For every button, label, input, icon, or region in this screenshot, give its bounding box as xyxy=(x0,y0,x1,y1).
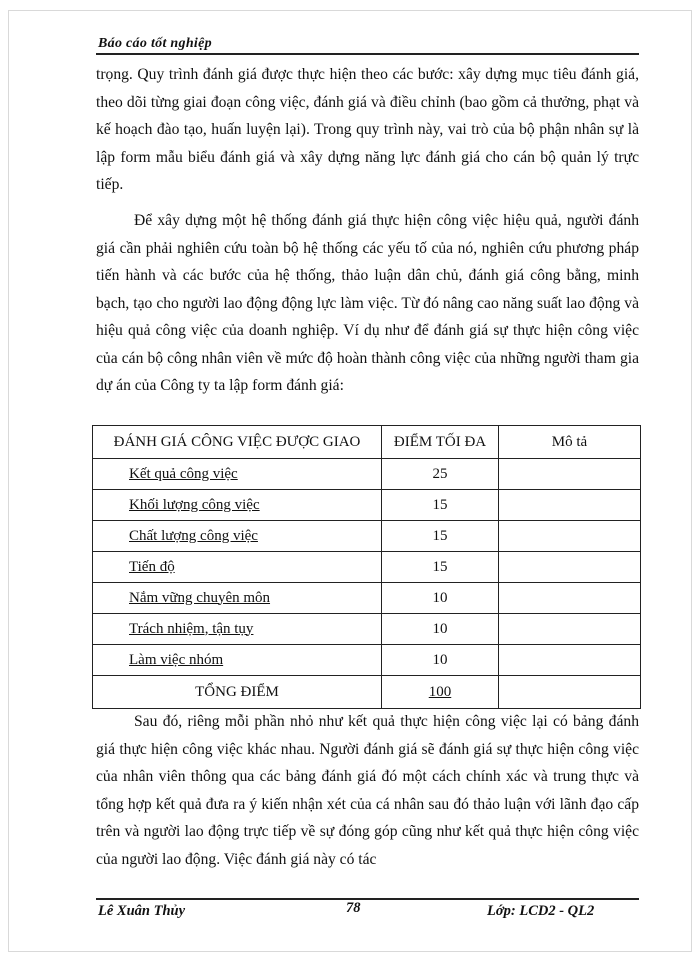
score-cell: 25 xyxy=(382,459,499,490)
total-description-cell xyxy=(499,676,641,709)
table-header-row xyxy=(93,426,641,459)
description-cell xyxy=(499,645,641,676)
criteria-cell: Tiến độ xyxy=(93,552,382,583)
criteria-cell: Làm việc nhóm xyxy=(93,645,382,676)
description-cell xyxy=(499,614,641,645)
criteria-cell: Kết quả công việc xyxy=(93,459,382,490)
table-total-row xyxy=(93,676,641,709)
table-row xyxy=(93,614,641,645)
score-cell: 10 xyxy=(382,583,499,614)
header-criteria: ĐÁNH GIÁ CÔNG VIỆC ĐƯỢC GIAO xyxy=(93,426,382,459)
total-label: TỔNG ĐIỂM xyxy=(93,676,382,709)
evaluation-table xyxy=(92,425,641,709)
criteria-cell: Trách nhiệm, tận tụy xyxy=(93,614,382,645)
page-number: 78 xyxy=(346,900,361,916)
criteria-cell: Nắm vững chuyên môn xyxy=(93,583,382,614)
paragraph-3: Sau đó, riêng mỗi phần nhỏ như kết quả thực hiện công việc lại có bảng đánh giá thực hiện công việc khác nhau. Người đánh giá sẽ đánh giá sự thực hiện công việc của nhân viên thông qua các bảng đánh giá đó một cách chính xác và trung thực và tổng hợp kết quả đưa ra ý kiến nhận xét của cá nhân sau đó thảo luận với lãnh đạo cấp trên và người lao động trực tiếp về sự đóng góp cũng như kết quả thực hiện công việc của người lao động. Việc đánh giá này có tác xyxy=(96,713,639,868)
table-row xyxy=(93,552,641,583)
footer-author: Lê Xuân Thủy xyxy=(98,903,186,919)
header-rule xyxy=(96,53,639,55)
score-cell: 10 xyxy=(382,645,499,676)
score-cell: 10 xyxy=(382,614,499,645)
paragraph-1: trọng. Quy trình đánh giá được thực hiện theo các bước: xây dựng mục tiêu đánh giá, theo dõi từng giai đoạn công việc, đánh giá và điều chỉnh (bao gồm cả thưởng, phạt và kế hoạch đào tạo, huấn luyện lại). Trong quy trình này, vai trò của bộ phận nhân sự là lập form mẫu biểu đánh giá và xây dựng năng lực đánh giá cho cán bộ quản lý trực tiếp. xyxy=(96,66,639,193)
header-title: Báo cáo tốt nghiệp xyxy=(98,36,212,51)
description-cell xyxy=(499,552,641,583)
paragraph-2: Để xây dựng một hệ thống đánh giá thực hiện công việc hiệu quả, người đánh giá cần phải nghiên cứu toàn bộ hệ thống các yếu tố của nó, nghiên cứu phương pháp tiến hành và các bước của hệ thống, thảo luận dân chủ, đánh giá công bằng, minh bạch, tạo cho người lao động động lực làm việc. Từ đó nâng cao năng suất lao động và hiệu quả công việc của doanh nghiệp. Ví dụ như để đánh giá sự thực hiện công việc của cán bộ công nhân viên về mức độ hoàn thành công việc của những người tham gia dự án của Công ty ta lập form đánh giá: xyxy=(96,212,639,394)
score-cell: 15 xyxy=(382,521,499,552)
footer-class: Lớp: LCD2 - QL2 xyxy=(487,903,595,919)
score-cell: 15 xyxy=(382,552,499,583)
description-cell xyxy=(499,583,641,614)
table-row xyxy=(93,645,641,676)
description-cell xyxy=(499,490,641,521)
footer-rule xyxy=(96,898,639,900)
total-score: 100 xyxy=(382,676,499,709)
description-cell xyxy=(499,459,641,490)
criteria-cell: Chất lượng công việc xyxy=(93,521,382,552)
table-row xyxy=(93,583,641,614)
header-description: Mô tả xyxy=(499,426,641,459)
table-row xyxy=(93,490,641,521)
header-max-score: ĐIỂM TỐI ĐA xyxy=(382,426,499,459)
description-cell xyxy=(499,521,641,552)
table-row xyxy=(93,521,641,552)
score-cell: 15 xyxy=(382,490,499,521)
table-row xyxy=(93,459,641,490)
criteria-cell: Khối lượng công việc xyxy=(93,490,382,521)
